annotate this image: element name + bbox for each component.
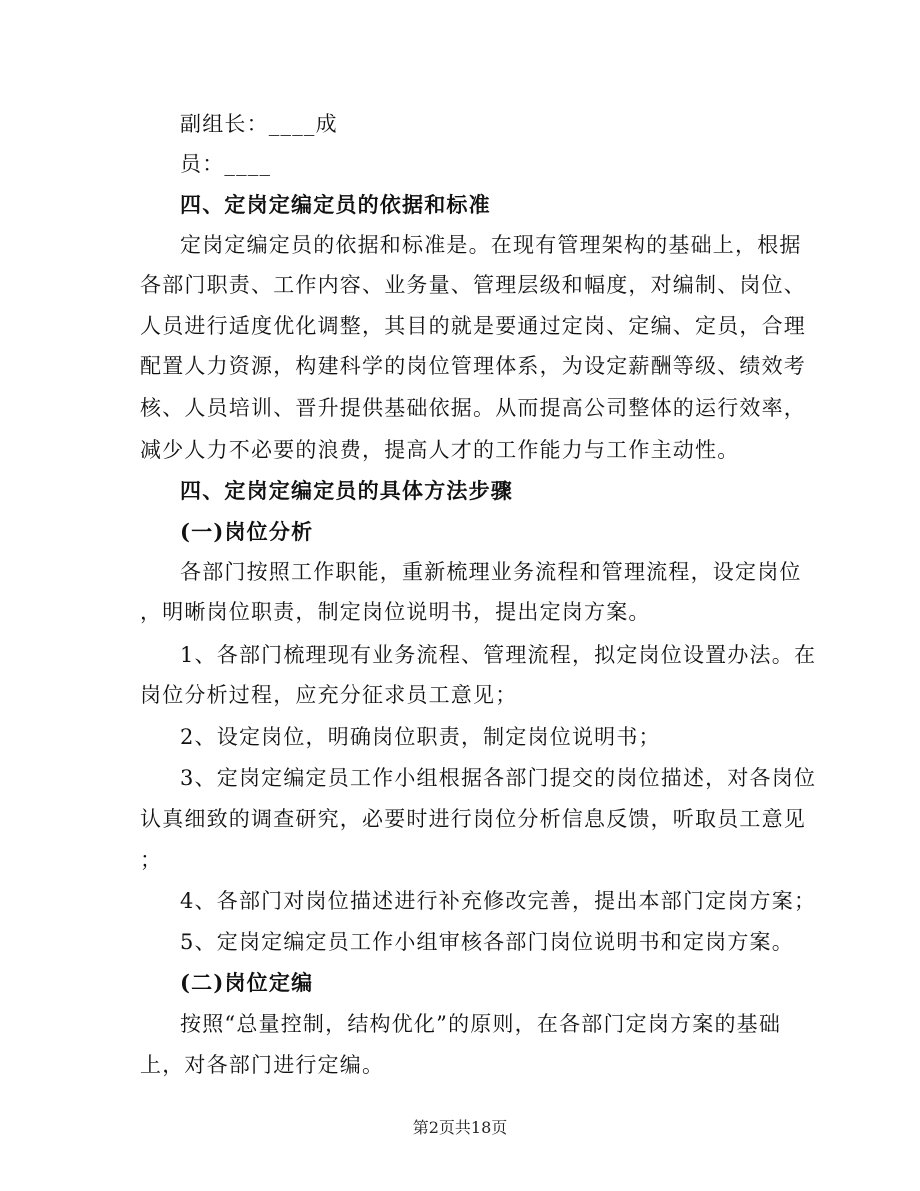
- list-item-3-cont: ；: [140, 848, 163, 872]
- paragraph-line: 定岗定编定员的依据和标准是。在现有管理架构的基础上，根据: [180, 233, 802, 257]
- section-heading-methods: 四、定岗定编定员的具体方法步骤: [180, 478, 513, 503]
- subheading-staffing: (二)岗位定编: [180, 970, 314, 995]
- paragraph-line: 核、人员培训、晋升提供基础依据。从而提高公司整体的运行效率，: [140, 396, 806, 420]
- list-item-5: 5、定岗定编定员工作小组审核各部门岗位说明书和定岗方案。: [180, 930, 794, 954]
- list-item-2: 2、设定岗位，明确岗位职责，制定岗位说明书；: [180, 725, 661, 749]
- member-line: 员：____: [180, 152, 272, 176]
- page-number-footer: 第2页共18页: [412, 1118, 508, 1137]
- paragraph-line: 配置人力资源，构建科学的岗位管理体系，为设定薪酬等级、绩效考: [140, 354, 806, 378]
- deputy-leader-line: 副组长：____成: [180, 112, 338, 136]
- paragraph-line: 按照“总量控制，结构优化”的原则，在各部门定岗方案的基础: [180, 1012, 782, 1036]
- subheading-job-analysis: (一)岗位分析: [180, 519, 314, 544]
- paragraph-line: 人员进行适度优化调整，其目的就是要通过定岗、定编、定员，合理: [140, 314, 806, 338]
- section-heading-basis: 四、定岗定编定员的依据和标准: [180, 192, 491, 217]
- paragraph-line: 上，对各部门进行定编。: [140, 1053, 385, 1077]
- paragraph-line: ，明晰岗位职责，制定岗位说明书，提出定岗方案。: [140, 600, 651, 624]
- list-item-1-cont: 岗位分析过程，应充分征求员工意见；: [140, 683, 518, 707]
- paragraph-line: 各部门职责、工作内容、业务量、管理层级和幅度，对编制、岗位、: [140, 273, 806, 297]
- list-item-3: 3、定岗定编定员工作小组根据各部门提交的岗位描述，对各岗位: [180, 766, 817, 790]
- paragraph-line: 各部门按照工作职能，重新梳理业务流程和管理流程，设定岗位: [180, 560, 802, 584]
- list-item-4: 4、各部门对岗位描述进行补充修改完善，提出本部门定岗方案；: [180, 889, 817, 913]
- list-item-3-cont: 认真细致的调查研究，必要时进行岗位分析信息反馈，听取员工意见: [140, 807, 806, 831]
- paragraph-line: 减少人力不必要的浪费，提高人才的工作能力与工作主动性。: [140, 438, 740, 462]
- list-item-1: 1、各部门梳理现有业务流程、管理流程，拟定岗位设置办法。在: [180, 643, 817, 667]
